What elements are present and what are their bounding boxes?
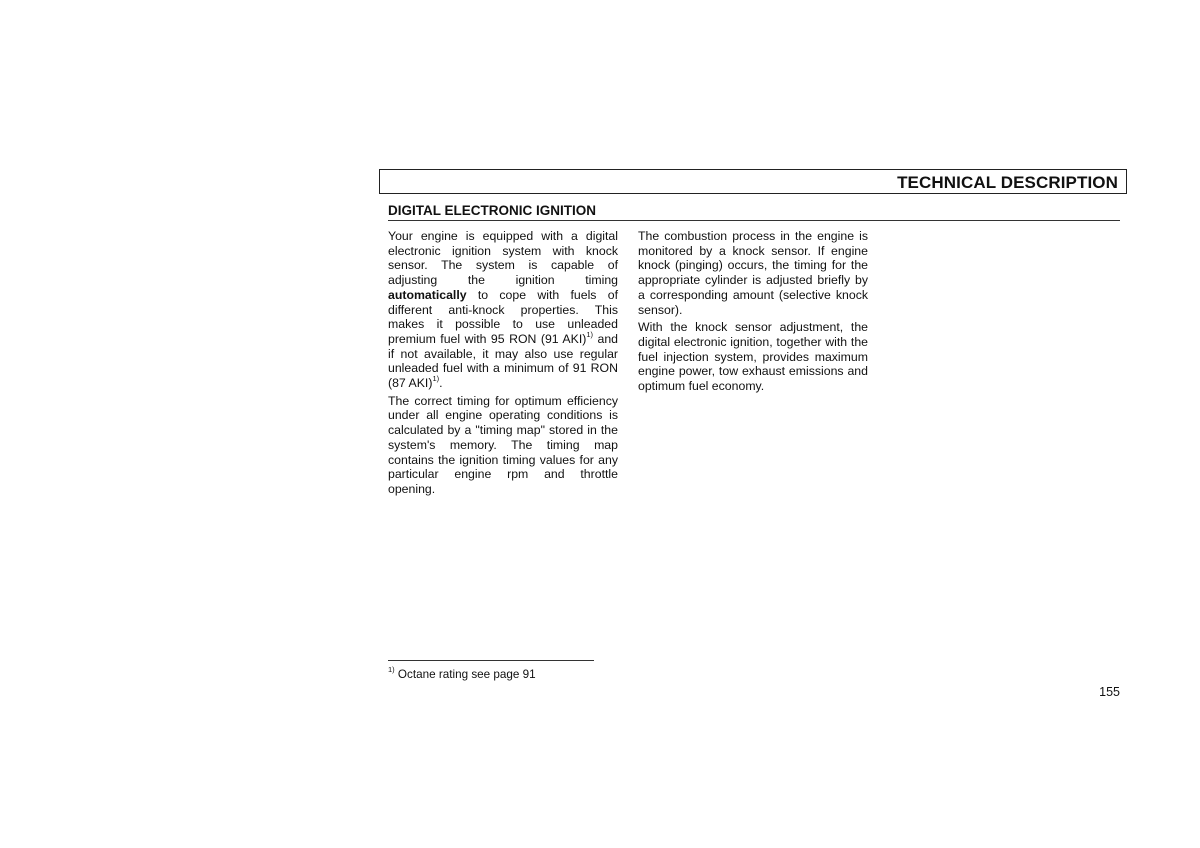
footnote-divider <box>388 660 594 661</box>
page-number: 155 <box>1099 685 1120 699</box>
paragraph-text: and if not available, it may also use regular unleaded fuel with a minimum of 91 RON (87 AKI) <box>388 331 618 391</box>
footnote <box>388 665 536 681</box>
paragraph-text: to cope with fuels of different anti-knock properties. This makes it possible to use unleaded premium fuel with 95 RON (91 AKI) <box>388 287 618 346</box>
footnote-reference: 1) <box>586 329 594 339</box>
section-title: DIGITAL ELECTRONIC IGNITION <box>388 203 596 218</box>
paragraph-timing-map: The correct timing for optimum efficiency under all engine operating conditions is calculated by a "timing map" stored in the system's memory. The timing map contains the ignition timing values for any particular engine rpm and throttle opening. <box>388 393 618 496</box>
paragraph-knock-sensor: The combustion process in the engine is monitored by a knock sensor. If engine knock (pinging) occurs, the timing for the appropriate cylinder is adjusted briefly by a corresponding amount (selective knock sensor). <box>638 229 868 317</box>
paragraph-text: . <box>439 376 443 391</box>
footnote-marker: 1) <box>388 665 395 675</box>
page-header-title: TECHNICAL DESCRIPTION <box>897 173 1118 192</box>
emphasis-automatically: automatically <box>388 287 467 302</box>
right-text-column <box>638 229 868 397</box>
section-divider <box>388 220 1120 221</box>
footnote-reference: 1) <box>432 373 440 383</box>
header-banner <box>379 169 1127 194</box>
footnote-text: Octane rating see page 91 <box>394 668 536 681</box>
left-text-column <box>388 229 618 500</box>
paragraph-adjustment: With the knock sensor adjustment, the digital electronic ignition, together with the fuel injection system, provides maximum engine power, tow exhaust emissions and optimum fuel economy. <box>638 320 868 394</box>
paragraph-text: Your engine is equipped with a digital electronic ignition system with knock sensor. The system is capable of adjusting the ignition timing <box>388 229 618 288</box>
paragraph-ignition-system <box>388 229 618 391</box>
